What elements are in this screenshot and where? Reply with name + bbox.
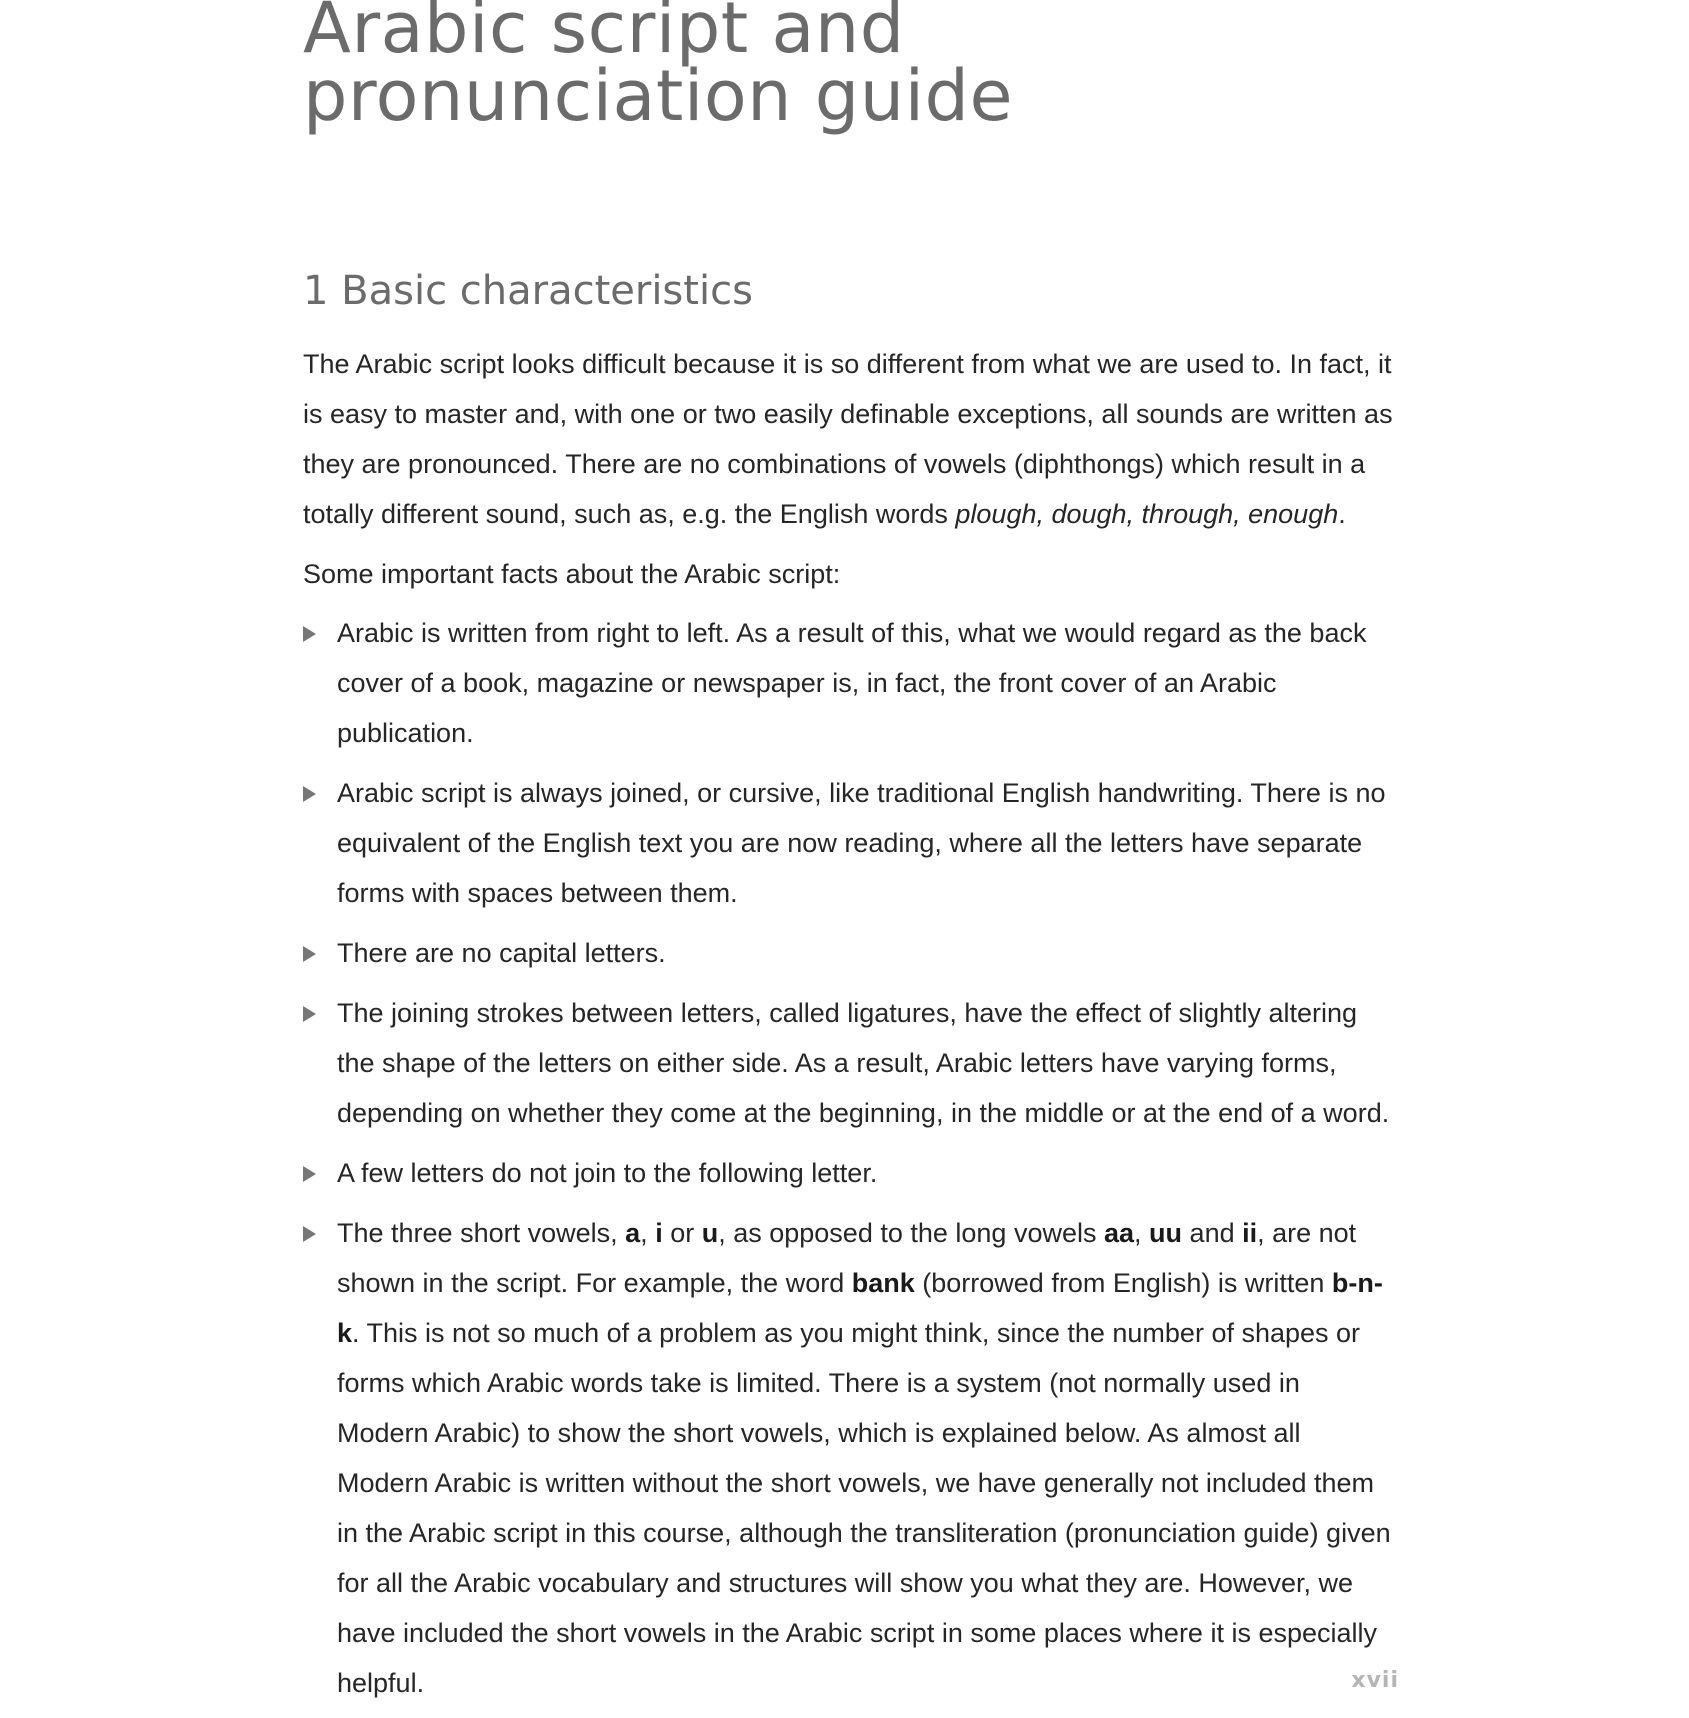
text-run: or bbox=[662, 1218, 702, 1248]
list-item bbox=[303, 928, 1398, 978]
list-item-text: A few letters do not join to the following letter. bbox=[337, 1158, 878, 1188]
text-run: (borrowed from English) is written bbox=[914, 1268, 1332, 1298]
text-run: . This is not so much of a problem as you might think, since the number of shapes or forms which Arabic words take is limited. There is a system (not normally used in Modern Arabic) to show the short vowels, which is explained below. As almost all Modern Arabic is written without the short vowels, we have generally not included them in the Arabic script in this course, although the transliteration (pronunciation guide) given for all the Arabic vocabulary and structures will show you what they are. However, we have included the short vowels in the Arabic script in some places where it is especially helpful. bbox=[337, 1318, 1391, 1698]
example-word-bank: bank bbox=[851, 1268, 915, 1298]
long-vowel-uu: uu bbox=[1149, 1218, 1183, 1248]
short-vowel-i: i bbox=[655, 1218, 663, 1248]
triangle-bullet-icon bbox=[303, 1226, 316, 1242]
triangle-bullet-icon bbox=[303, 946, 316, 962]
text-run: , as opposed to the long vowels bbox=[718, 1218, 1104, 1248]
list-item-text: There are no capital letters. bbox=[337, 938, 666, 968]
text-run: , bbox=[1134, 1218, 1150, 1248]
example-word-bnk: b-n-k bbox=[337, 1268, 1383, 1348]
list-item-text bbox=[337, 1218, 1391, 1698]
text-run: and bbox=[1182, 1218, 1243, 1248]
list-item bbox=[303, 768, 1398, 918]
page-number: xvii bbox=[1351, 1668, 1399, 1693]
short-vowel-a: a bbox=[625, 1218, 641, 1248]
list-item bbox=[303, 988, 1398, 1138]
text-run: , are not shown in the script. For example, the word bbox=[337, 1218, 1357, 1298]
text-run: The three short vowels, bbox=[337, 1218, 626, 1248]
intro-end: . bbox=[1338, 499, 1346, 529]
list-item bbox=[303, 1208, 1398, 1708]
long-vowel-aa: aa bbox=[1103, 1218, 1135, 1248]
triangle-bullet-icon bbox=[303, 1166, 316, 1182]
list-item bbox=[303, 608, 1398, 758]
list-item-text: The joining strokes between letters, called ligatures, have the effect of slightly altering the shape of the letters on either side. As a result, Arabic letters have varying forms, depending on whether they come at the beginning, in the middle or at the end of a word. bbox=[337, 998, 1390, 1128]
intro-text: The Arabic script looks difficult because it is so different from what we are used to. In fact, it is easy to master and, with one or two easily definable exceptions, all sounds are written as they are pronounced. There are no combinations of vowels (diphthongs) which result in a totally different sound, such as, e.g. the English words bbox=[303, 349, 1393, 529]
text-run: , bbox=[640, 1218, 656, 1248]
lead-paragraph: Some important facts about the Arabic script: bbox=[303, 559, 841, 589]
triangle-bullet-icon bbox=[303, 786, 316, 802]
facts-list bbox=[303, 608, 1398, 1718]
intro-italic-examples: plough, dough, through, enough bbox=[955, 499, 1339, 529]
list-item bbox=[303, 1148, 1398, 1198]
triangle-bullet-icon bbox=[303, 626, 316, 642]
list-item-text: Arabic script is always joined, or cursive, like traditional English handwriting. There is no equivalent of the English text you are now reading, where all the letters have separate forms with spaces between them. bbox=[337, 778, 1386, 908]
intro-paragraph bbox=[303, 339, 1398, 539]
list-item-text: Arabic is written from right to left. As a result of this, what we would regard as the back cover of a book, magazine or newspaper is, in fact, the front cover of an Arabic publication. bbox=[337, 618, 1367, 748]
section-heading: 1 Basic characteristics bbox=[303, 268, 753, 314]
triangle-bullet-icon bbox=[303, 1006, 316, 1022]
short-vowel-u: u bbox=[701, 1218, 719, 1248]
page-title: Arabic script and pronunciation guide bbox=[303, 0, 1014, 137]
long-vowel-ii: ii bbox=[1242, 1218, 1258, 1248]
